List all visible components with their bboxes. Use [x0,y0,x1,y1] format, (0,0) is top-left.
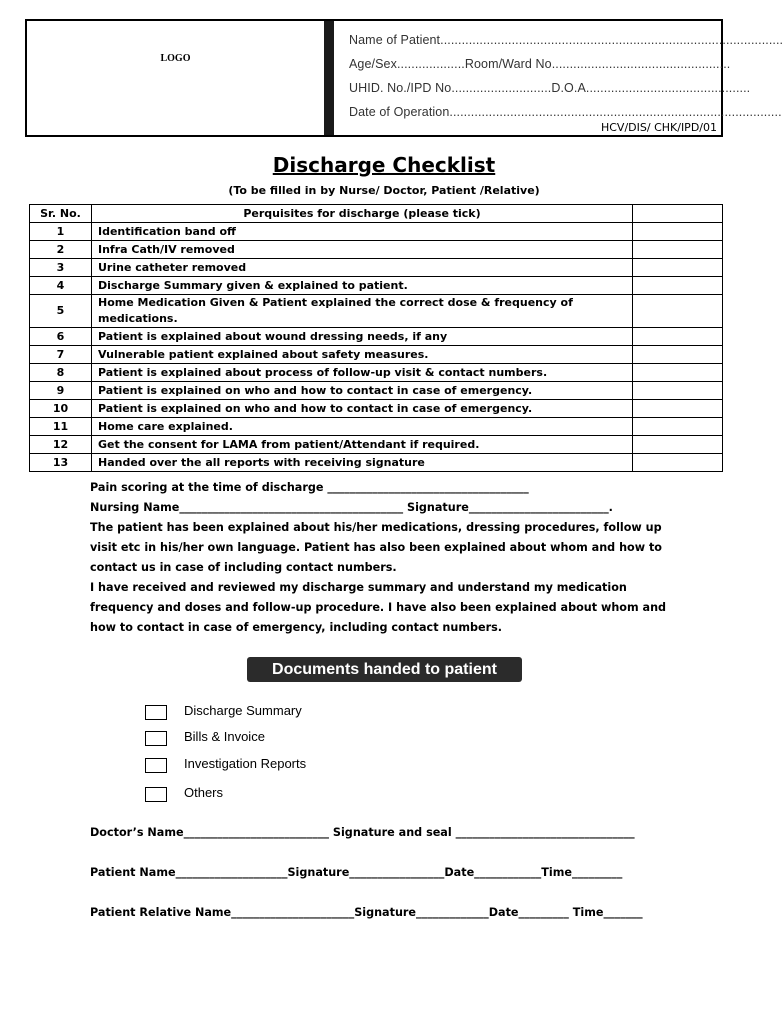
acknowledgement-paragraph: I have received and reviewed my discharge summary and understand my medication frequency and doses and follow-up procedure. I have also been explained about whom and how to contact in case of emergency, including contact numbers. [90,581,667,634]
table-row [30,364,723,382]
sr-no-cell: 8 [30,364,92,382]
doctor-signature-line[interactable]: Doctor’s Name__________________________ Signature and seal ________________________________ [90,826,635,839]
tick-cell[interactable] [633,346,723,364]
doc-label: Investigation Reports [184,756,307,771]
sr-no-header: Sr. No. [30,205,92,223]
checkbox[interactable] [145,758,167,773]
tick-cell[interactable] [633,418,723,436]
sr-no-cell: 5 [30,295,92,328]
checkbox[interactable] [145,787,167,802]
perquisite-cell: Urine catheter removed [92,259,633,277]
table-row [30,259,723,277]
perquisite-cell: Home Medication Given & Patient explained the correct dose & frequency of medications. [92,295,633,328]
page-title: Discharge Checklist [272,153,496,177]
sr-no-cell: 10 [30,400,92,418]
age-sex-field[interactable]: Age/Sex...................Room/Ward No.................................................. [349,57,731,71]
sr-no-cell: 13 [30,454,92,472]
tick-cell[interactable] [633,382,723,400]
table-row [30,400,723,418]
discharge-checklist-table [29,204,723,472]
checkbox[interactable] [145,705,167,720]
sr-no-cell: 11 [30,418,92,436]
perquisite-cell: Vulnerable patient explained about safety measures. [92,346,633,364]
patient-header [25,19,783,137]
sr-no-cell: 9 [30,382,92,400]
table-row [30,382,723,400]
perquisite-cell: Get the consent for LAMA from patient/Attendant if required. [92,436,633,454]
tick-header [633,205,723,223]
table-header-row [30,205,723,223]
perquisite-cell: Handed over the all reports with receiving signature [92,454,633,472]
sr-no-cell: 4 [30,277,92,295]
date-of-operation-field[interactable]: Date of Operation............................................................................................. [349,105,782,119]
sr-no-cell: 7 [30,346,92,364]
table-row [30,436,723,454]
header-divider [324,21,334,135]
table-row [30,295,723,328]
perquisite-cell: Discharge Summary given & explained to patient. [92,277,633,295]
doc-label: Others [184,785,224,800]
sr-no-cell: 3 [30,259,92,277]
doc-label: Discharge Summary [184,703,302,718]
perquisite-cell: Patient is explained about process of follow-up visit & contact numbers. [92,364,633,382]
table-row [30,328,723,346]
tick-cell[interactable] [633,328,723,346]
form-code: HCV/DIS/ CHK/IPD/01 [600,121,717,134]
nursing-name-line[interactable]: Nursing Name________________________________________ Signature_________________________. [90,501,613,514]
tick-cell[interactable] [633,436,723,454]
perquisite-cell: Patient is explained on who and how to contact in case of emergency. [92,382,633,400]
table-row [30,241,723,259]
relative-signature-line[interactable]: Patient Relative Name______________________Signature_____________Date_________ Time_______ [90,906,643,919]
logo: LOGO [160,53,191,64]
table-row [30,418,723,436]
tick-cell[interactable] [633,364,723,382]
perquisite-cell: Infra Cath/IV removed [92,241,633,259]
sr-no-cell: 2 [30,241,92,259]
tick-cell[interactable] [633,295,723,328]
perquisites-header: Perquisites for discharge (please tick) [92,205,633,223]
logo-cell [27,21,324,135]
perquisite-cell: Identification band off [92,223,633,241]
uhid-field[interactable]: UHID. No./IPD No............................D.O.A.............................................. [349,81,751,95]
perquisite-cell: Patient is explained about wound dressing needs, if any [92,328,633,346]
tick-cell[interactable] [633,277,723,295]
table-row [30,346,723,364]
perquisite-cell: Home care explained. [92,418,633,436]
doc-label: Bills & Invoice [184,729,265,744]
pain-scoring-line[interactable]: Pain scoring at the time of discharge ____________________________________ [90,481,529,494]
explanation-paragraph: The patient has been explained about his/her medications, dressing procedures, follow up visit etc in his/her own language. Patient has also been explained about whom and how to contact us in case of including contact numbers. [90,521,662,574]
table-row [30,223,723,241]
patient-info [334,21,783,135]
checkbox[interactable] [145,731,167,746]
patient-signature-line[interactable]: Patient Name____________________Signature_________________Date____________Time_________ [90,866,623,879]
perquisite-cell: Patient is explained on who and how to contact in case of emergency. [92,400,633,418]
tick-cell[interactable] [633,241,723,259]
tick-cell[interactable] [633,400,723,418]
documents-heading: Documents handed to patient [247,657,522,682]
table-row [30,454,723,472]
declaration-section [90,478,690,638]
page-subtitle: (To be filled in by Nurse/ Doctor, Patient /Relative) [228,184,540,197]
sr-no-cell: 1 [30,223,92,241]
tick-cell[interactable] [633,454,723,472]
tick-cell[interactable] [633,259,723,277]
sr-no-cell: 12 [30,436,92,454]
table-row [30,277,723,295]
patient-name-field[interactable]: Name of Patient................................................................................................ [349,33,783,47]
tick-cell[interactable] [633,223,723,241]
sr-no-cell: 6 [30,328,92,346]
